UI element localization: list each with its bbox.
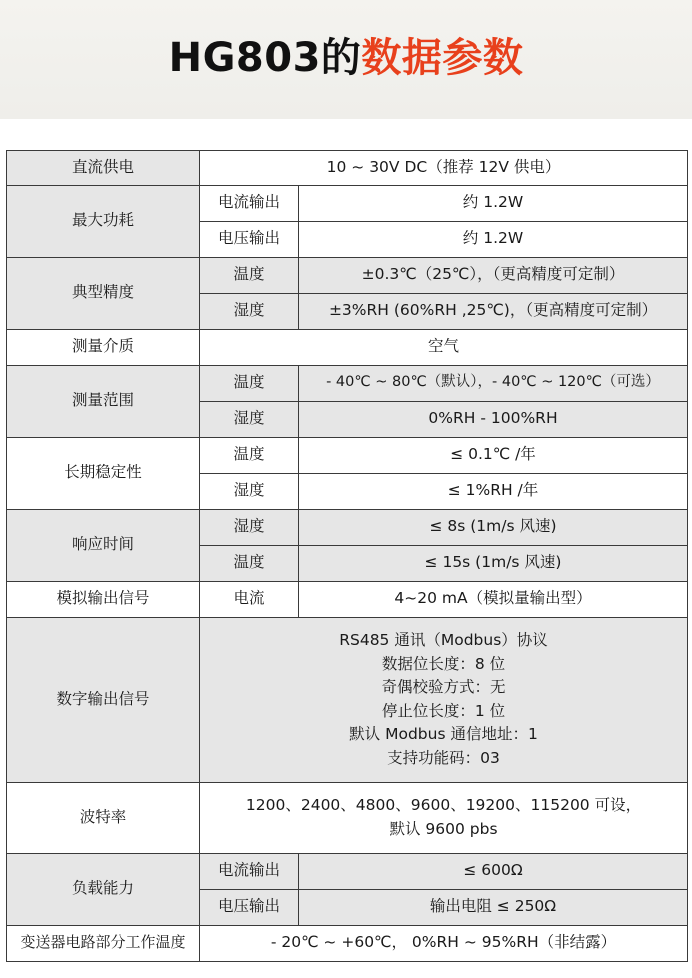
range-temp-value: - 40℃ ~ 80℃（默认），- 40℃ ~ 120℃（可选） (299, 365, 688, 401)
op-temp-value: - 20℃ ~ +60℃， 0%RH ~ 95%RH（非结露） (200, 925, 688, 961)
load-label: 负载能力 (7, 853, 200, 925)
spec-table (6, 150, 688, 962)
title-de: 的 (320, 35, 362, 81)
analog-label: 模拟输出信号 (7, 581, 200, 617)
digital-line-function-code: 支持功能码：03 (387, 748, 500, 767)
range-label: 测量范围 (7, 365, 200, 437)
analog-value: 4~20 mA（模拟量输出型） (299, 581, 688, 617)
row-response-hum (7, 509, 688, 545)
title-highlight: 数据参数 (361, 35, 524, 81)
power-supply-label: 直流供电 (7, 151, 200, 186)
stability-temp-label: 温度 (200, 437, 299, 473)
baud-line-default: 默认 9600 pbs (389, 819, 498, 838)
response-hum-value: ≤ 8s (1m/s 风速) (299, 509, 688, 545)
page-header (0, 0, 692, 119)
load-current-value: ≤ 600Ω (299, 853, 688, 889)
load-voltage-value: 输出电阻 ≤ 250Ω (299, 889, 688, 925)
baud-line-options: 1200、2400、4800、9600、19200、115200 可设， (245, 796, 642, 814)
digital-line-protocol: RS485 通讯（Modbus）协议 (339, 631, 548, 649)
row-power-supply (7, 151, 688, 186)
row-max-power-current (7, 185, 688, 221)
digital-label: 数字输出信号 (7, 617, 200, 782)
row-range-temp (7, 365, 688, 401)
row-digital (7, 617, 688, 782)
response-temp-value: ≤ 15s (1m/s 风速) (299, 545, 688, 581)
range-temp-label: 温度 (200, 365, 299, 401)
title-model: HG803 (168, 35, 321, 81)
row-stability-temp (7, 437, 688, 473)
response-temp-label: 温度 (200, 545, 299, 581)
op-temp-label: 变送器电路部分工作温度 (7, 925, 200, 961)
stability-hum-value: ≤ 1%RH /年 (299, 473, 688, 509)
accuracy-label: 典型精度 (7, 257, 200, 329)
row-baud (7, 782, 688, 853)
digital-line-parity: 奇偶校验方式：无 (381, 678, 506, 696)
medium-value: 空气 (200, 329, 688, 365)
digital-line-stop-bits: 停止位长度：1 位 (381, 701, 506, 720)
load-current-label: 电流输出 (200, 853, 299, 889)
baud-value (200, 782, 688, 853)
accuracy-hum-value: ±3%RH (60%RH ,25℃)，（更高精度可定制） (299, 293, 688, 329)
response-hum-label: 湿度 (200, 509, 299, 545)
stability-temp-value: ≤ 0.1℃ /年 (299, 437, 688, 473)
medium-label: 测量介质 (7, 329, 200, 365)
row-medium (7, 329, 688, 365)
range-hum-value: 0%RH - 100%RH (299, 401, 688, 437)
digital-line-address: 默认 Modbus 通信地址：1 (349, 725, 538, 743)
accuracy-temp-label: 温度 (200, 257, 299, 293)
range-hum-label: 湿度 (200, 401, 299, 437)
row-op-temp (7, 925, 688, 961)
max-power-current-label: 电流输出 (200, 185, 299, 221)
load-voltage-label: 电压输出 (200, 889, 299, 925)
stability-label: 长期稳定性 (7, 437, 200, 509)
max-power-voltage-value: 约 1.2W (299, 221, 688, 257)
max-power-label: 最大功耗 (7, 185, 200, 257)
analog-type-label: 电流 (200, 581, 299, 617)
digital-value (200, 617, 688, 782)
row-load-current (7, 853, 688, 889)
power-supply-value: 10 ~ 30V DC（推荐 12V 供电） (200, 151, 688, 186)
baud-label: 波特率 (7, 782, 200, 853)
row-accuracy-temp (7, 257, 688, 293)
digital-line-data-bits: 数据位长度：8 位 (381, 654, 506, 673)
max-power-current-value: 约 1.2W (299, 185, 688, 221)
accuracy-temp-value: ±0.3℃（25℃），（更高精度可定制） (299, 257, 688, 293)
spec-table-wrapper (6, 150, 687, 962)
row-analog (7, 581, 688, 617)
response-label: 响应时间 (7, 509, 200, 581)
accuracy-hum-label: 湿度 (200, 293, 299, 329)
stability-hum-label: 湿度 (200, 473, 299, 509)
max-power-voltage-label: 电压输出 (200, 221, 299, 257)
page-title (0, 33, 692, 83)
